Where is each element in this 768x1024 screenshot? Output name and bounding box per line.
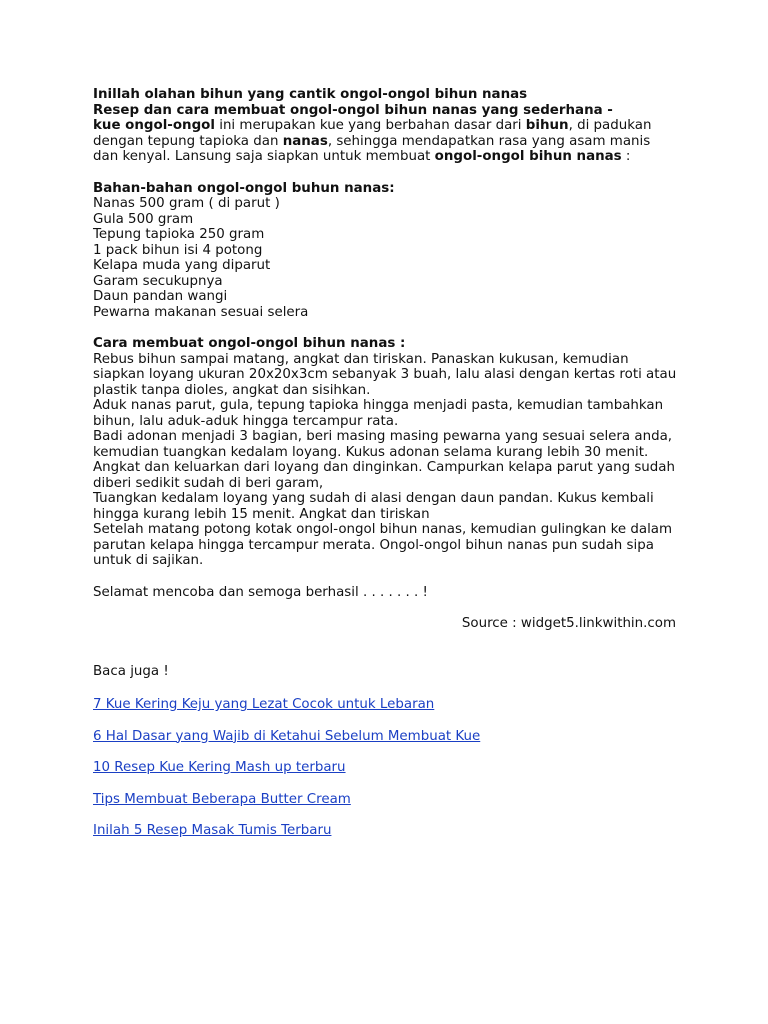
ingredient-item: Nanas 500 gram ( di parut ) (93, 196, 280, 211)
ingredient-item: Daun pandan wangi (93, 289, 228, 304)
ingredient-item: 1 pack bihun isi 4 potong (93, 242, 263, 258)
ingredients-heading: Bahan-bahan ongol-ongol buhun nanas: (93, 180, 395, 196)
ingredient-item: Tepung tapioka 250 gram (93, 227, 265, 242)
intro-text-4: : (621, 149, 631, 164)
related-link-row (93, 729, 678, 745)
related-link-row (93, 792, 678, 808)
related-link-row (93, 823, 678, 839)
intro-text-2: , di padukan dengan tepung tapioka dan (93, 118, 652, 149)
method-step: Badi adonan menjadi 3 bagian, beri masing masing pewarna yang sesuai selera anda, kemudian tuangkan kedalam loyang. Kukus adonan selama kurang lebih 30 menit. Angkat dan keluarkan dari loyang dan dinginkan. Campurkan kelapa parut yang sudah diberi sedikit sudah di beri garam, (93, 429, 675, 491)
related-link[interactable]: 7 Kue Kering Keju yang Lezat Cocok untuk Lebaran (93, 697, 435, 712)
intro-bold-2: bihun (525, 118, 569, 133)
related-links (93, 697, 678, 839)
intro-text-1: ini merupakan kue yang berbahan dasar dari (214, 118, 526, 133)
related-heading: Baca juga ! (93, 663, 169, 679)
related-link[interactable]: 6 Hal Dasar yang Wajib di Ketahui Sebelum Membuat Kue (93, 728, 481, 744)
intro-paragraph (93, 118, 678, 165)
intro-text-3: , sehingga mendapatkan rasa yang asam manis dan kenyal. Lansung saja siapkan untuk membuat (93, 133, 651, 164)
spacer (93, 632, 678, 648)
article-title: Inillah olahan bihun yang cantik ongol-ongol bihun nanas (93, 87, 528, 102)
method-heading: Cara membuat ongol-ongol bihun nanas : (93, 336, 406, 351)
ingredient-item: Garam secukupnya (93, 273, 223, 289)
related-link[interactable]: Inilah 5 Resep Masak Tumis Terbaru (93, 823, 332, 838)
method-step: Setelah matang potong kotak ongol-ongol bihun nanas, kemudian gulingkan ke dalam parutan kelapa hingga tercampur merata. Ongol-ongol bihun nanas pun sudah sipa untuk di sajikan. (93, 522, 673, 568)
ingredient-item: Kelapa muda yang diparut (93, 258, 271, 273)
method-step: Tuangkan kedalam loyang yang sudah di alasi dengan daun pandan. Kukus kembali hingga kurang lebih 15 menit. Angkat dan tiriskan (93, 491, 654, 522)
intro-bold-1: kue ongol-ongol (93, 118, 215, 133)
related-link[interactable]: Tips Membuat Beberapa Butter Cream (93, 791, 351, 807)
related-link-row (93, 760, 678, 776)
method-step: Aduk nanas parut, gula, tepung tapioka hingga menjadi pasta, kemudian tambahkan bihun, lalu aduk-aduk hingga tercampur rata. (93, 398, 664, 429)
spacer (93, 165, 678, 181)
intro-bold-4: ongol-ongol bihun nanas (434, 149, 622, 164)
article-body (93, 87, 678, 855)
related-link-row (93, 697, 678, 713)
ingredient-item: Pewarna makanan sesuai selera (93, 304, 309, 320)
related-link[interactable]: 10 Resep Kue Kering Mash up terbaru (93, 760, 346, 775)
method-step: Rebus bihun sampai matang, angkat dan tiriskan. Panaskan kukusan, kemudian siapkan loyang ukuran 20x20x3cm sebanyak 3 buah, lalu alasi dengan kertas roti atau plastik tanpa dioles, angkat dan sisihkan. (93, 351, 677, 398)
spacer (93, 600, 678, 616)
ingredient-item: Gula 500 gram (93, 211, 194, 227)
article-subtitle: Resep dan cara membuat ongol-ongol bihun nanas yang sederhana - (93, 102, 613, 118)
source-credit: Source : widget5.linkwithin.com (461, 616, 676, 631)
spacer (93, 569, 678, 585)
intro-bold-3: nanas (282, 133, 328, 149)
spacer (93, 320, 678, 336)
closing-line: Selamat mencoba dan semoga berhasil . . . . . . . ! (93, 584, 428, 600)
spacer (93, 648, 678, 664)
